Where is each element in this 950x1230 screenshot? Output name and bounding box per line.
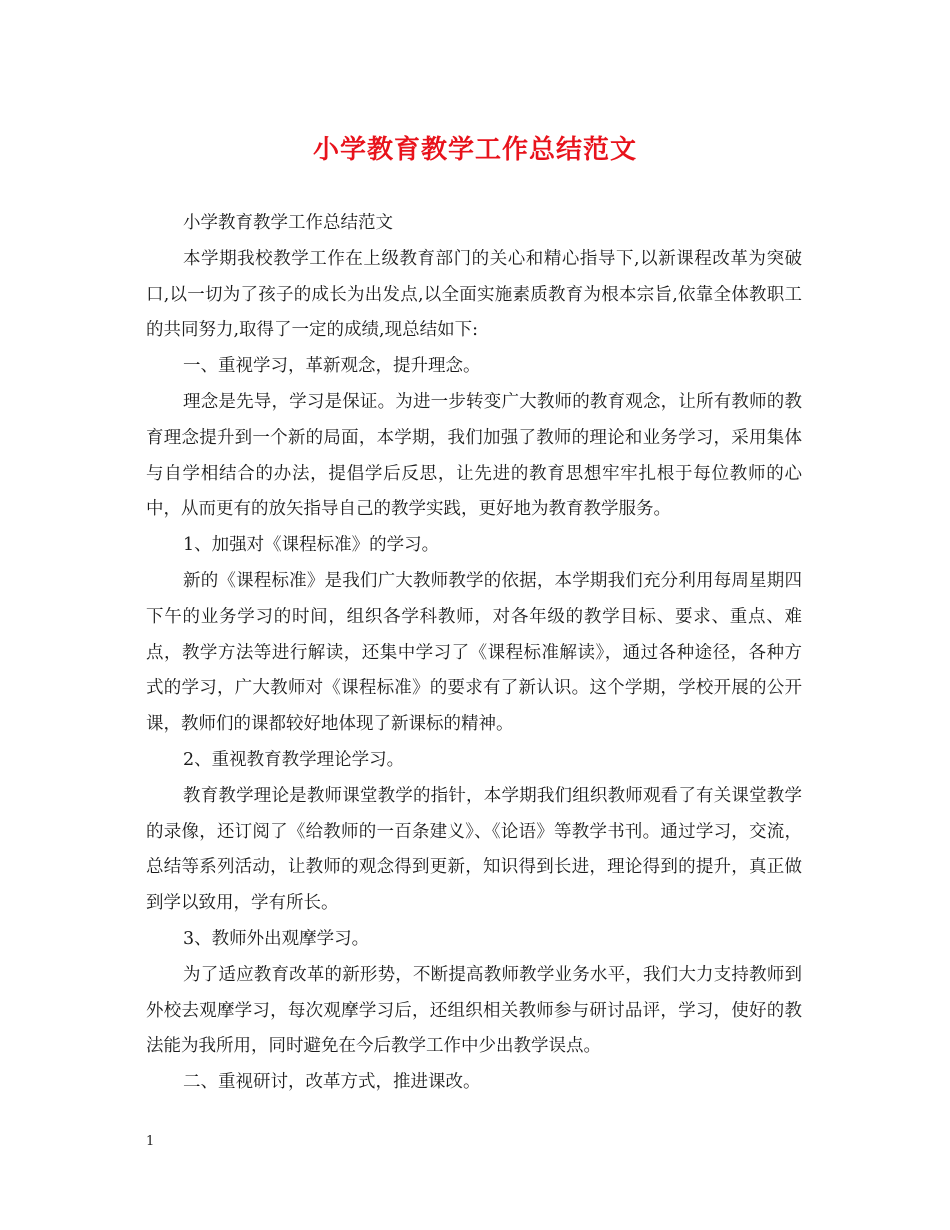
paragraph: 教育教学理论是教师课堂教学的指针，本学期我们组织教师观看了有关课堂教学的录像，还订阅了《给教师的一百条建义》、《论语》等教学书刊。通过学习，交流，总结等系列活动，让教师的观念得到更新，知识得到长进，理论得到的提升，真正做到学以致用，学有所长。 (146, 785, 802, 914)
section-heading-1: 一、重视学习，革新观念，提升理念。 (183, 356, 481, 377)
subsection-heading-3: 3、教师外出观摩学习。 (183, 928, 370, 949)
subsection-heading-1: 1、加强对《课程标准》的学习。 (183, 535, 440, 556)
section-heading-2: 二、重视研讨，改革方式，推进课改。 (183, 1072, 481, 1093)
paragraph: 为了适应教育改革的新形势，不断提高教师教学业务水平，我们大力支持教师到外校去观摩学习，每次观摩学习后，还组织相关教师参与研讨品评，学习，使好的教法能为我所用，同时避免在今后教学工作中少出教学误点。 (146, 964, 802, 1057)
paragraph-intro: 本学期我校教学工作在上级教育部门的关心和精心指导下,以新课程改革为突破口,以一切为了孩子的成长为出发点,以全面实施素质教育为根本宗旨,依靠全体教职工的共同努力,取得了一定的成绩,现总结如下: (146, 248, 802, 341)
document-title: 小学教育教学工作总结范文 (312, 135, 637, 165)
paragraph-heading: 小学教育教学工作总结范文 (183, 213, 393, 233)
paragraph: 理念是先导，学习是保证。为进一步转变广大教师的教育观念，让所有教师的教育理念提升到一个新的局面，本学期，我们加强了教师的理论和业务学习，采用集体与自学相结合的办法，提倡学后反思，让先进的教育思想牢牢扎根于每位教师的心中，从而更有的放矢指导自己的教学实践，更好地为教育教学服务。 (146, 391, 802, 520)
page-number: 1 (146, 1134, 155, 1149)
paragraph: 新的《课程标准》是我们广大教师教学的依据，本学期我们充分利用每周星期四下午的业务学习的时间，组织各学科教师，对各年级的教学目标、要求、重点、难点，教学方法等进行解读，还集中学习了《课程标准解读》，通过各种途径，各种方式的学习，广大教师对《课程标准》的要求有了新认识。这个学期，学校开展的公开课，教师们的课都较好地体现了新课标的精神。 (146, 570, 802, 735)
document-body (146, 206, 802, 1101)
subsection-heading-2: 2、重视教育教学理论学习。 (183, 749, 405, 770)
